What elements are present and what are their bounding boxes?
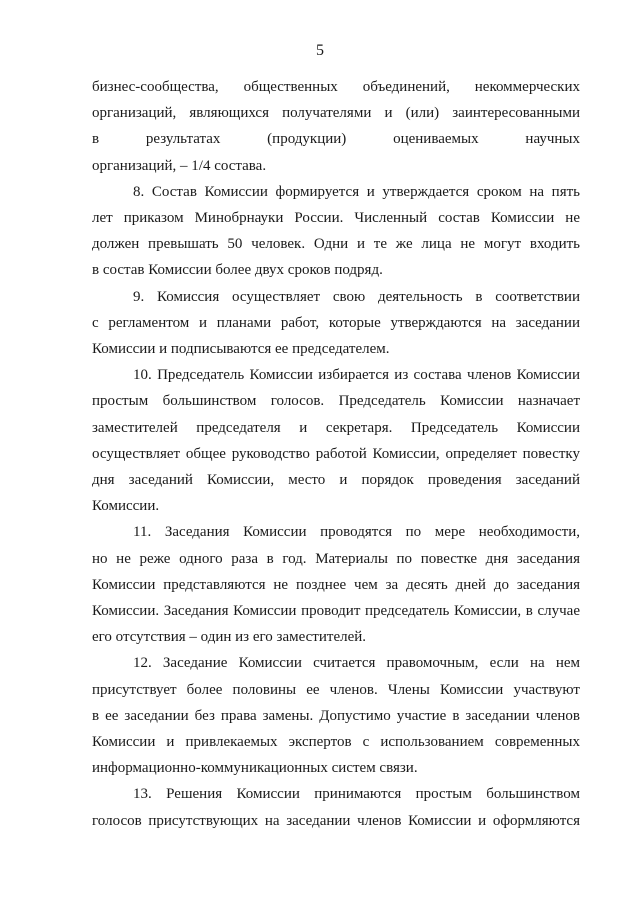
text-line: информационно-коммуникационных систем связи.: [92, 760, 418, 777]
text-line: лет приказом Минобрнауки России. Численный состав Комиссии не: [92, 210, 580, 227]
text-line: Комиссии. Заседания Комиссии проводит председатель Комиссии, в случае: [92, 603, 580, 620]
text-line: 13. Решения Комиссии принимаются простым большинством: [133, 786, 580, 803]
text-line: с регламентом и планами работ, которые утверждаются на заседании: [92, 314, 580, 331]
paragraph-item-11: [92, 519, 580, 650]
text-line: Комиссии представляются не позднее чем за десять дней до заседания: [92, 576, 580, 593]
text-line: 9. Комиссия осуществляет свою деятельность в соответствии: [133, 288, 580, 305]
text-line: Комиссии и привлекаемых экспертов с использованием современных: [92, 734, 580, 751]
text-line: 10. Председатель Комиссии избирается из состава членов Комиссии: [133, 367, 580, 384]
text-line: заместителей председателя и секретаря. Председатель Комиссии: [92, 419, 580, 436]
text-line: организаций, – 1/4 состава.: [92, 157, 267, 174]
text-line: Комиссии и подписываются ее председателем.: [92, 341, 390, 358]
paragraph-item-8: [92, 179, 580, 284]
paragraph-item-10: [92, 362, 580, 519]
text-line: должен превышать 50 человек. Одни и те же лица не могут входить: [92, 236, 580, 253]
text-line: Комиссии.: [92, 498, 160, 515]
paragraph-item-13: [92, 781, 580, 833]
paragraph-intro: [92, 74, 580, 179]
text-line: 8. Состав Комиссии формируется и утверждается сроком на пять: [133, 183, 580, 200]
text-line: его отсутствия – один из его заместителей.: [92, 629, 367, 646]
text-line: дня заседаний Комиссии, место и порядок проведения заседаний: [92, 472, 580, 489]
document-body: [92, 74, 580, 834]
paragraph-item-9: [92, 284, 580, 363]
text-line: осуществляет общее руководство работой Комиссии, определяет повестку: [92, 445, 580, 462]
text-line: в ее заседании без права замены. Допустимо участие в заседании членов: [92, 707, 580, 724]
text-line: но не реже одного раза в год. Материалы по повестке дня заседания: [92, 550, 580, 567]
text-line: простым большинством голосов. Председатель Комиссии назначает: [92, 393, 580, 410]
page-number: 5: [316, 42, 324, 59]
text-line: в результатах (продукции) оцениваемых научных: [92, 131, 580, 148]
text-line: бизнес-сообщества, общественных объединений, некоммерческих: [92, 79, 580, 95]
text-line: голосов присутствующих на заседании членов Комиссии и оформляются: [92, 812, 580, 829]
text-line: 11. Заседания Комиссии проводятся по мере необходимости,: [133, 524, 580, 541]
paragraph-item-12: [92, 650, 580, 781]
text-line: 12. Заседание Комиссии считается правомочным, если на нем: [133, 655, 580, 672]
text-line: присутствует более половины ее членов. Члены Комиссии участвуют: [92, 681, 580, 698]
text-line: в состав Комиссии более двух сроков подряд.: [92, 262, 383, 279]
text-line: организаций, являющихся получателями и (или) заинтересованными: [92, 105, 580, 122]
